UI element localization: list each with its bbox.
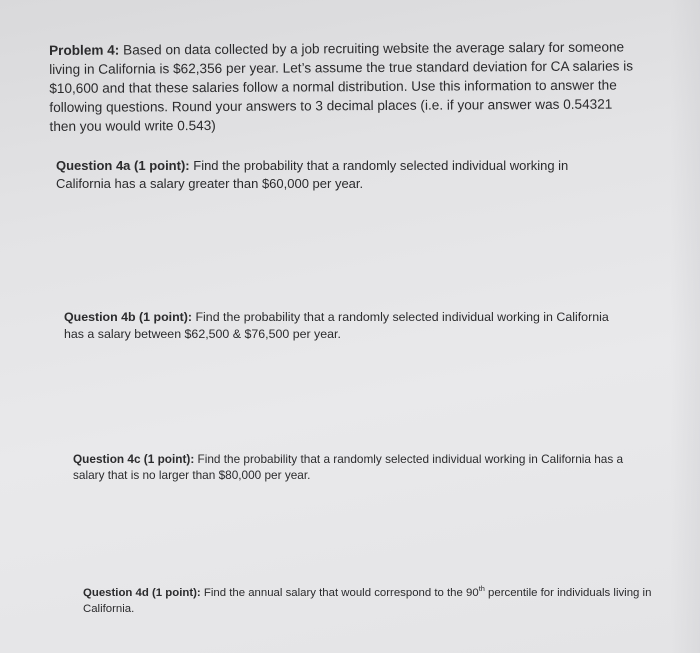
question-4b-text: Find the probability that a randomly selected individual working in California has a salary between $62,500 & $76,500 per year.	[64, 310, 609, 341]
question-4d-heading: Question 4d (1 point):	[83, 587, 201, 599]
question-4a-heading: Question 4a (1 point):	[56, 158, 190, 173]
problem-text: Based on data collected by a job recruiting website the average salary for someone living in California is $62,356 per year. Let’s assume the true standard deviation for CA salaries is $10,600 and that these salaries follow a normal distribution. Use this information to answer the following questions. Round your answers to 3 decimal places (i.e. if your answer was 0.54321 then you would write 0.543)	[49, 39, 634, 134]
question-4b	[64, 309, 624, 343]
question-4d	[83, 586, 653, 617]
ordinal-superscript: th	[478, 584, 485, 594]
question-4d-text-after: percentile for individuals living in California.	[83, 587, 652, 615]
question-4d-text-before: Find the annual salary that would correspond to the 90	[203, 587, 479, 599]
problem-statement	[49, 37, 640, 136]
question-4a	[56, 157, 616, 193]
question-4c	[73, 451, 633, 483]
question-4a-text: Find the probability that a randomly selected individual working in California has a salary greater than $60,000 per year.	[56, 158, 569, 191]
question-4c-heading: Question 4c (1 point):	[73, 452, 195, 466]
question-4c-text: Find the probability that a randomly selected individual working in California has a salary that is no larger than $80,000 per year.	[73, 452, 624, 482]
question-4b-heading: Question 4b (1 point):	[64, 310, 193, 324]
lighting-shadow	[670, 0, 700, 653]
problem-heading: Problem 4:	[49, 42, 120, 58]
